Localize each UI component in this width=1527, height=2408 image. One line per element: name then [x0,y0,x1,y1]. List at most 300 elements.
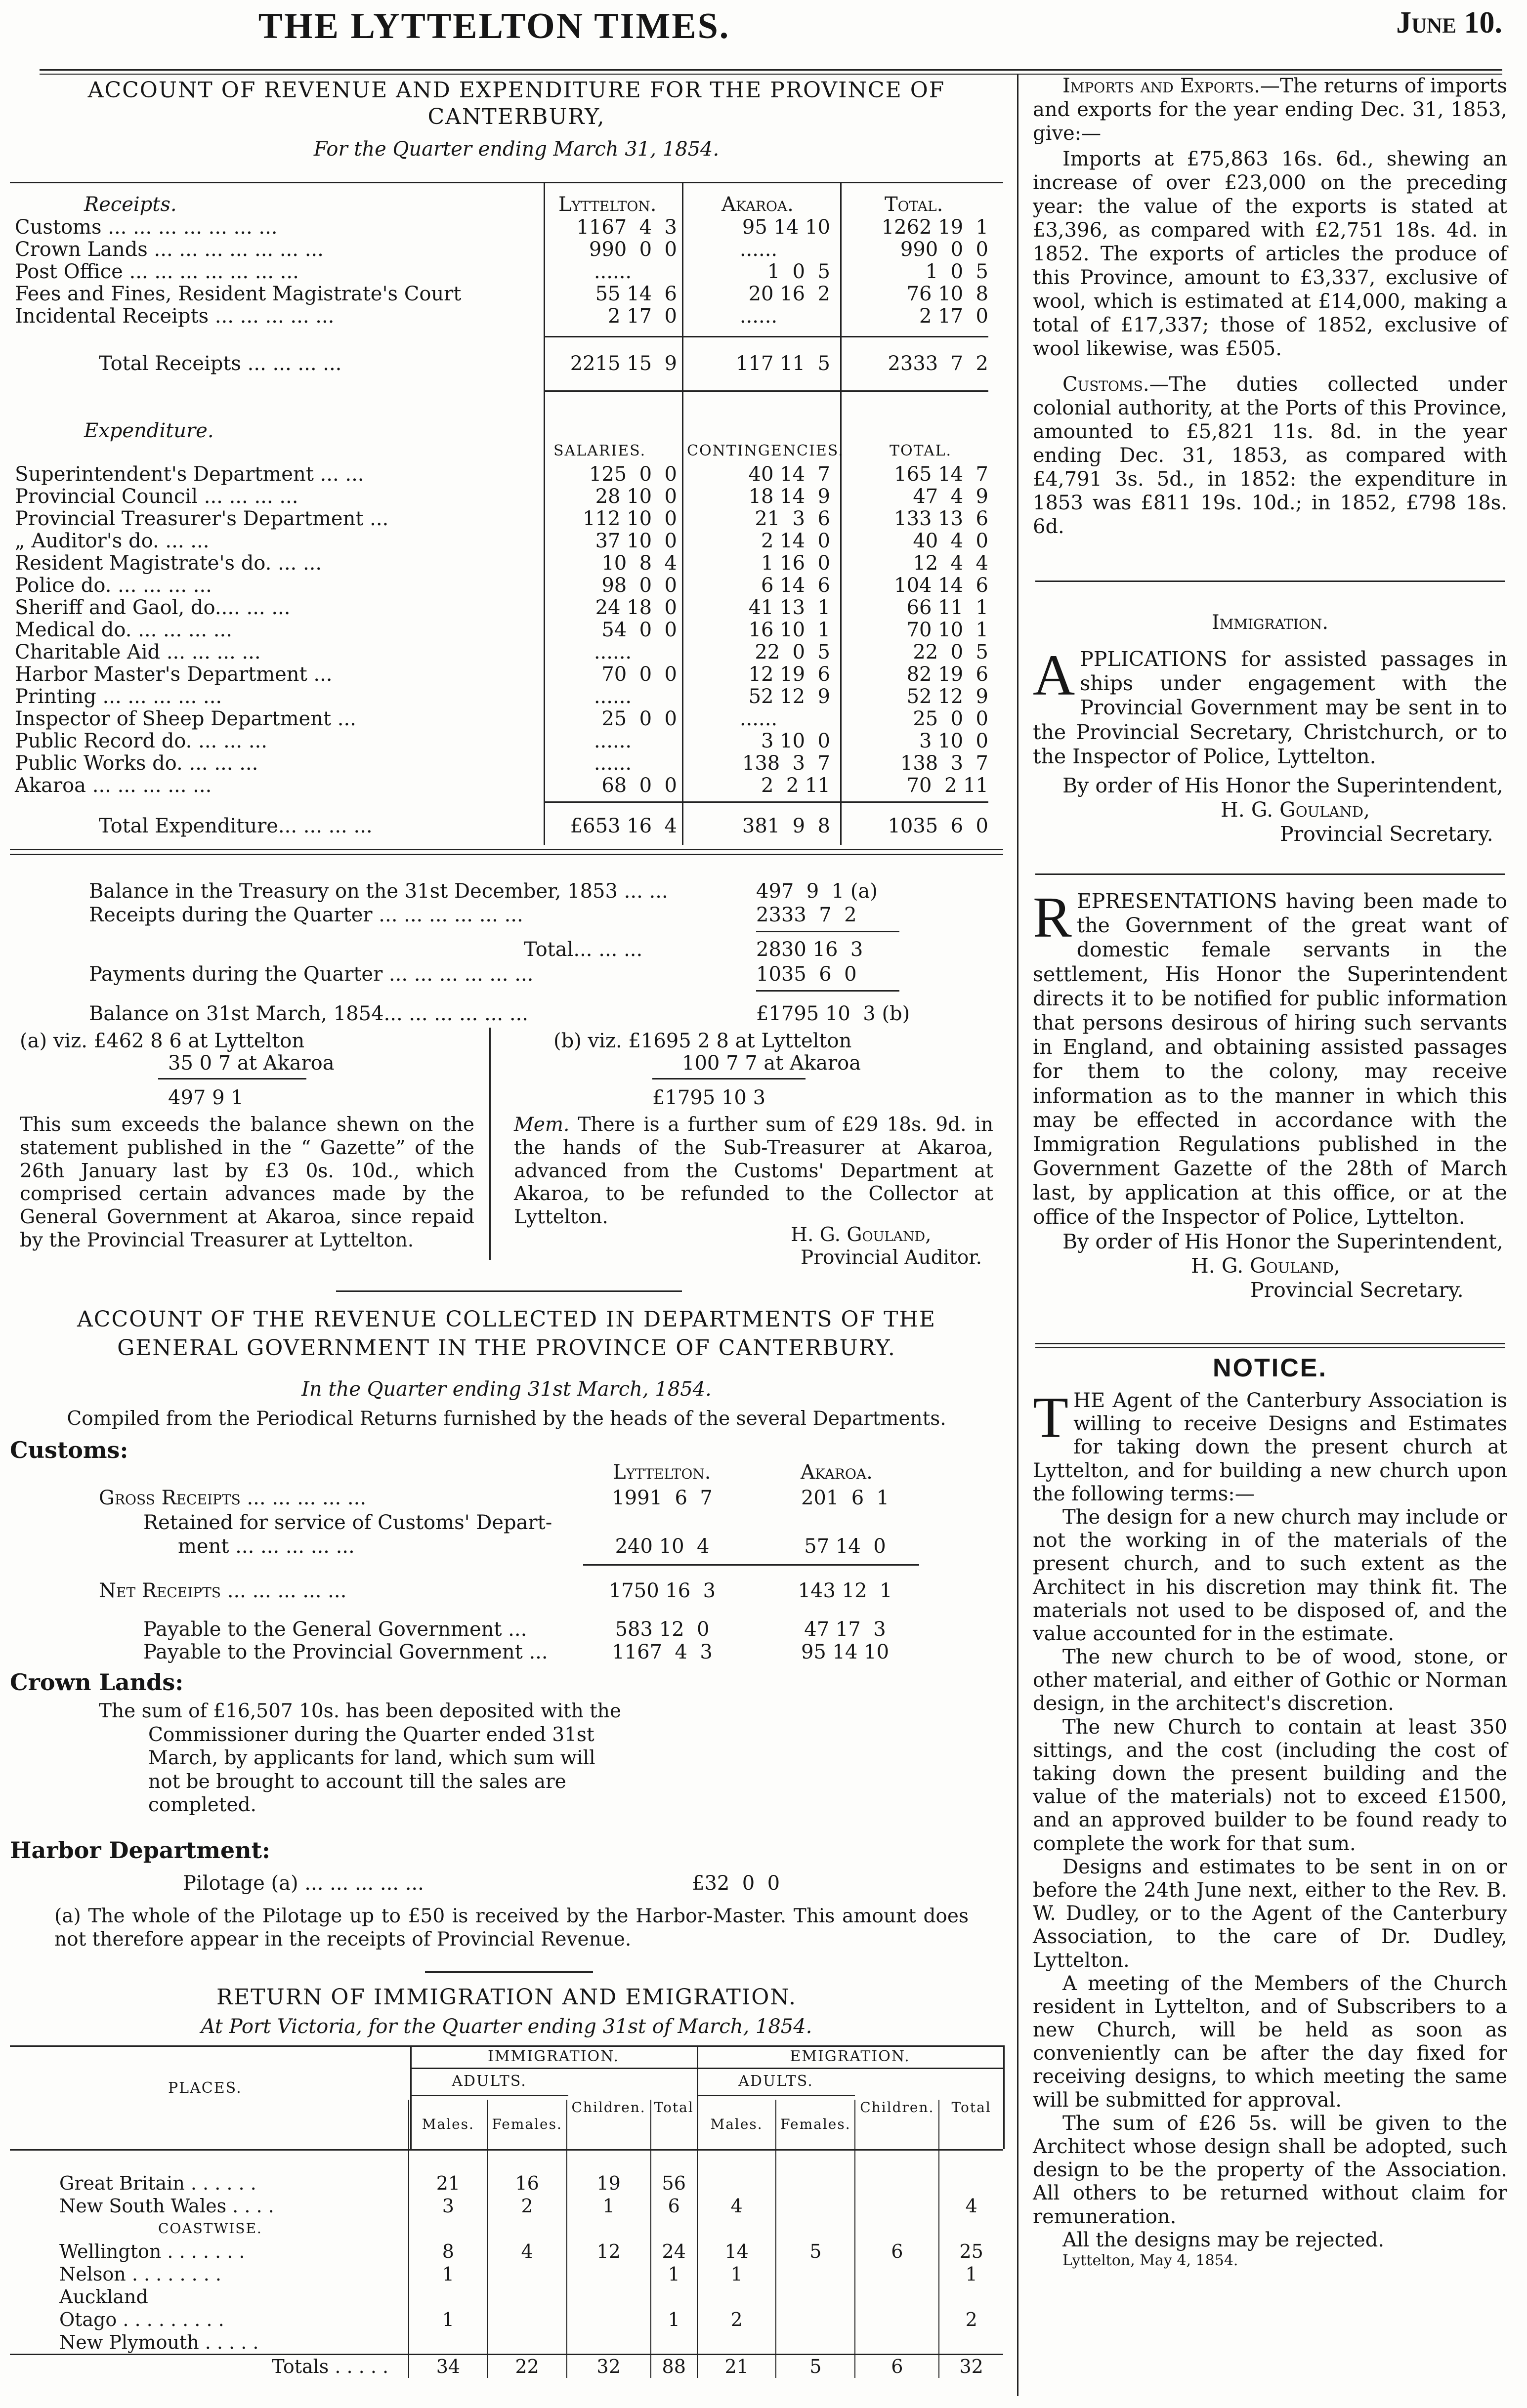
sum-rule [652,1078,806,1079]
exp-total: 66 11 1 [906,596,988,619]
receipt-akaroa: ...... [739,238,778,261]
exp-label: Public Works do. ... ... ... [15,752,258,775]
notice-p1: HE Agent of the Canterbury Association is willing to receive Designs and Estimates for taking down the present church at Lyttelton, and for building a new church upon the following terms:— [1033,1389,1507,1505]
imports-heading: Imports and Exports. [1062,75,1260,97]
newspaper-title: THE LYTTELTON TIMES. [258,6,730,46]
cell [488,2285,567,2308]
table-vrule [682,183,683,845]
cell [697,2285,776,2308]
exp-salaries: ...... [594,730,632,752]
cell: 24 [651,2240,697,2263]
h-males-im: Males. [409,2100,488,2149]
receipt-akaroa: ...... [739,305,778,328]
col-contingencies: CONTINGENCIES. [687,442,844,459]
retained-lyttelton: 240 10 4 [615,1535,710,1558]
cell: 56 [651,2172,697,2195]
sum-rule [756,931,899,932]
cell [488,2263,567,2285]
note-left: This sum exceeds the balance shewn on the statement published in the “ Gazette” of the 26th January last by £3 0s. 10d., which comprised certain advances made by the General Government at Akaroa, since repaid by the Provincial Treasurer at Lyttelton. [20,1114,474,1251]
table-vrule [1003,2045,1005,2149]
gen-col-lyttelton: Lyttelton. [613,1461,711,1484]
representations-signatory: H. G. Gouland, [1191,1253,1341,1278]
pilotage-value: £32 0 0 [692,1872,780,1895]
balance-value: 2830 16 3 [756,938,863,961]
exp-contingencies: 1 16 0 [761,552,830,575]
retained-label-2: ment ... ... ... ... ... [178,1535,355,1558]
receipt-label: Customs ... ... ... ... ... ... ... [15,216,278,239]
sum-rule [583,1564,919,1566]
cell [776,2331,855,2355]
exp-label: Charitable Aid ... ... ... ... [15,641,261,664]
exp-contingencies: 21 3 6 [755,507,830,530]
cell: 2 [939,2308,1003,2331]
cell: 6 [855,2240,939,2263]
immigration-table [10,2100,1003,2378]
exp-total: 3 10 0 [919,730,988,752]
immigration-signatory: H. G. Gouland, [1221,798,1370,822]
article-rule [1035,873,1505,875]
table-header-row [10,2100,1003,2149]
representations-text: EPRESENTATIONS having been made to the Government of the great want of domestic female servants in the settlement, His Honor the Superintendent directs it to be notified for public information that persons desirous of hiring such servants in England, and obtaining assisted passages for them to the colony, may receive information as to the manner in which this may be effected in accordance with the Immigration Regulations published in the Government Gazette of the 28th of March last, by application at this office, or at the office of the Inspector of Police, Lyttelton. [1033,889,1507,1229]
payable-provincial-lyttelton: 1167 4 3 [612,1641,713,1663]
receipt-akaroa: 1 0 5 [767,260,830,283]
cell: 4 [697,2195,776,2217]
exp-contingencies: 40 14 7 [748,463,830,486]
section-rule [425,1971,593,1973]
total-expenditure-label: Total Expenditure... ... ... ... [99,815,373,837]
exp-total: 82 19 6 [906,663,988,686]
article-rule [1035,1343,1505,1348]
exp-total: 133 13 6 [894,507,988,530]
exp-salaries: ...... [594,641,632,664]
h-total-em: Total [939,2100,1003,2149]
immigration-notice [1033,643,1507,847]
table-row [10,2285,1003,2308]
payable-general-label: Payable to the General Government ... [143,1618,527,1641]
exp-salaries: 98 0 0 [601,574,677,597]
cell [567,2285,651,2308]
payable-general-lyttelton: 583 12 0 [615,1618,710,1641]
viz-a-total: 497 9 1 [168,1086,244,1109]
cell [855,2331,939,2355]
note-right [514,1114,993,1229]
viz-b-line-2: 100 7 7 at Akaroa [682,1052,861,1075]
cell: 19 [567,2172,651,2195]
exp-label: Provincial Council ... ... ... ... [15,485,298,508]
total-exp-salaries: £653 16 4 [570,815,677,837]
col-lyttelton: Lyttelton. [558,193,657,216]
revenue-subtitle: For the Quarter ending March 31, 1854. [313,138,720,161]
cell [567,2263,651,2285]
general-subtitle: In the Quarter ending 31st March, 1854. [301,1378,712,1401]
table-row [10,2240,1003,2263]
subtotal-rule [544,336,988,337]
cell [855,2308,939,2331]
representations-order: By order of His Honor the Superintendent, [1062,1229,1503,1253]
receipt-label: Incidental Receipts ... ... ... ... ... [15,305,335,328]
exp-contingencies: ...... [739,707,778,730]
exp-contingencies: 22 0 5 [755,641,830,664]
receipt-label: Fees and Fines, Resident Magistrate's Court [15,283,462,305]
exp-total: 138 3 7 [900,752,988,775]
exp-salaries: 10 8 4 [601,552,677,575]
auditor-name: H. G. Gouland, [791,1224,932,1246]
exp-total: 12 4 4 [913,552,988,575]
receipt-lyttelton: ...... [594,260,632,283]
representations-notice [1033,885,1507,1302]
h-immigration: IMMIGRATION. [487,2048,620,2065]
column-divider [1017,74,1018,2396]
h-children-im: Children. [567,2100,651,2149]
subtotal-rule [544,801,988,803]
cell [939,2331,1003,2355]
gross-lyttelton: 1991 6 7 [612,1487,713,1509]
receipt-total: 2 17 0 [919,305,988,328]
cell: 14 [697,2240,776,2263]
h-males-em: Males. [697,2100,776,2149]
balance-label: Balance on 31st March, 1854... ... ... ... ... ... [89,1002,528,1025]
mem-label: Mem. [514,1114,570,1136]
cell [651,2285,697,2308]
revenue-title-1: ACCOUNT OF REVENUE AND EXPENDITURE FOR THE PROVINCE OF [87,78,945,103]
cell: 2 [697,2308,776,2331]
immigration-notice-heading: Immigration. [1211,611,1329,634]
general-title-1: ACCOUNT OF THE REVENUE COLLECTED IN DEPARTMENTS OF THE [77,1307,936,1332]
pilotage-note: (a) The whole of the Pilotage up to £50 is received by the Harbor-Master. This amount does not therefore appear in the receipts of Provincial Revenue. [54,1905,969,1951]
receipt-total: 76 10 8 [906,283,988,305]
cell [567,2331,651,2355]
place: Auckland [59,2285,148,2308]
cell [409,2285,488,2308]
imports-exports-article [1033,74,1507,539]
place: Great Britain . . . . . . [59,2172,256,2194]
immigration-order: By order of His Honor the Superintendent, [1062,773,1503,797]
h-places: PLACES. [168,2079,242,2097]
total-cell: 6 [855,2355,939,2378]
cell: 1 [567,2195,651,2217]
header-rule [410,2068,1003,2069]
cell: 1 [409,2308,488,2331]
h-emigration: EMIGRATION. [790,2048,910,2065]
net-lyttelton: 1750 16 3 [608,1579,716,1602]
col-akaroa: Akaroa. [721,193,794,216]
net-akaroa: 143 12 1 [798,1579,892,1602]
exp-label: Resident Magistrate's do. ... ... [15,552,322,575]
harbor-heading: Harbor Department: [10,1837,270,1864]
h-total-im: Total [651,2100,697,2149]
cell [776,2195,855,2217]
church-notice [1033,1385,1507,2269]
exp-total: 70 2 11 [906,774,988,797]
crown-lands-text: The sum of £16,507 10s. has been deposited with the Commissioner during the Quarter ended 31st March, by applicants for land, which sum will not be brought to account till the sales are completed. [99,1700,621,1817]
table-bottom-rule [10,854,1003,855]
section-rule [336,1290,682,1292]
total-cell: 32 [939,2355,1003,2378]
payable-general-akaroa: 47 17 3 [804,1618,886,1641]
exp-salaries: 112 10 0 [583,507,677,530]
h-adults-im: ADULTS. [452,2073,527,2090]
return-subtitle: At Port Victoria, for the Quarter ending 31st of March, 1854. [201,2015,812,2038]
representations-signatory-title: Provincial Secretary. [1250,1278,1464,1302]
return-title: RETURN OF IMMIGRATION AND EMIGRATION. [216,1985,797,2010]
imports-p1: —The returns of imports and exports for the year ending Dec. 31, 1853, give:— [1033,75,1507,145]
cell [776,2263,855,2285]
receipt-lyttelton: 2 17 0 [608,305,677,328]
crown-lands-heading: Crown Lands: [10,1669,184,1696]
cell [939,2285,1003,2308]
totals-label: Totals . . . . . [272,2355,389,2377]
total-cell: 22 [488,2355,567,2378]
cell: 4 [488,2240,567,2263]
viz-b-total: £1795 10 3 [652,1086,766,1109]
dropcap-r: R [1033,885,1072,950]
header-rule [410,2095,568,2096]
notice-p5: Designs and estimates to be sent in on or before the 24th June next, either to the Rev. B. W. Dudley, or to the Agent of the Canterbury Association, to the care of Dr. Dudley, Lyttelton. [1033,1855,1507,1972]
exp-salaries: 37 10 0 [595,530,677,552]
exp-contingencies: 6 14 6 [761,574,830,597]
exp-salaries: 125 0 0 [589,463,677,486]
cell: 5 [776,2240,855,2263]
receipt-akaroa: 95 14 10 [742,216,830,239]
cell [855,2263,939,2285]
imports-p2: Imports at £75,863 16s. 6d., shewing an increase of over £23,000 on the preceding year: the value of the exports is stated at £3,396, as compared with £2,751 18s. 4d. in 1852. The exports of articles the produce of this Province, amount to £3,337, exclusive of wool, which is estimated at £14,000, making a total of £17,337; those of 1852, exclusive of wool likewise, was £505. [1033,148,1507,360]
gen-col-akaroa: Akaroa. [801,1461,873,1484]
notice-p8: All the designs may be rejected. [1062,2228,1385,2251]
gross-akaroa: 201 6 1 [801,1487,890,1509]
revenue-title-2: CANTERBURY, [427,104,605,129]
cell [855,2285,939,2308]
notice-p4: The new Church to contain at least 350 sittings, and the cost (including the cost of taking down the present building and the value of the materials) not to exceed £1500, and an approved builder to be found ready to complete the work for that sum. [1033,1715,1507,1855]
total-receipts-lyttelton: 2215 15 9 [570,352,677,375]
cell [776,2172,855,2195]
pilotage-label: Pilotage (a) ... ... ... ... ... [183,1872,424,1895]
exp-total: 52 12 9 [906,685,988,708]
general-compiled: Compiled from the Periodical Returns furnished by the heads of the several Departments. [67,1408,946,1430]
exp-label: Police do. ... ... ... ... [15,574,212,597]
balance-label: Payments during the Quarter ... ... ... ... ... ... [89,963,534,986]
exp-salaries: 28 10 0 [595,485,677,508]
h-children-em: Children. [855,2100,939,2149]
table-vrule [544,183,545,845]
expenditure-heading: Expenditure. [84,419,214,442]
cell [651,2331,697,2355]
subtotal-rule [544,390,988,392]
balance-value: 1035 6 0 [756,963,857,986]
table-row [10,2195,1003,2217]
cell [488,2308,567,2331]
receipt-akaroa: 20 16 2 [748,283,830,305]
exp-contingencies: 12 19 6 [748,663,830,686]
exp-total: 22 0 5 [913,641,988,664]
place: Nelson . . . . . . . . [59,2263,222,2285]
place: New South Wales . . . . [59,2195,274,2217]
revenue-table-top-rule [10,182,1003,183]
exp-contingencies: 138 3 7 [742,752,830,775]
exp-contingencies: 3 10 0 [761,730,830,752]
total-cell: 32 [567,2355,651,2378]
cell: 6 [651,2195,697,2217]
exp-salaries: ...... [594,685,632,708]
total-cell: 88 [651,2355,697,2378]
notice-p3: The new church to be of wood, stone, or other material, and either of Gothic or Norman design, in the architect's discretion. [1033,1646,1507,1715]
cell [776,2285,855,2308]
total-exp-total: 1035 6 0 [888,815,988,837]
receipt-total: 1 0 5 [925,260,988,283]
cell [567,2308,651,2331]
payable-provincial-akaroa: 95 14 10 [801,1641,890,1663]
retained-akaroa: 57 14 0 [804,1535,886,1558]
dropcap-a: A [1033,643,1075,707]
table-row [10,2331,1003,2355]
exp-total: 40 4 0 [913,530,988,552]
receipt-label: Post Office ... ... ... ... ... ... ... [15,260,299,283]
receipt-total: 990 0 0 [900,238,988,261]
cell: 21 [409,2172,488,2195]
exp-contingencies: 18 14 9 [748,485,830,508]
balance-value: 2333 7 2 [756,904,857,926]
exp-total: 165 14 7 [894,463,988,486]
viz-a-line-1: (a) viz. £462 8 6 at Lyttelton [20,1030,305,1052]
cell [697,2172,776,2195]
retained-label-1: Retained for service of Customs' Depart- [143,1511,552,1534]
exp-salaries: 54 0 0 [601,619,677,641]
place: Otago . . . . . . . . . [59,2308,224,2330]
exp-salaries: ...... [594,752,632,775]
balance-value: £1795 10 3 (b) [756,1002,910,1025]
viz-b-line-1: (b) viz. £1695 2 8 at Lyttelton [553,1030,852,1052]
exp-salaries: 70 0 0 [601,663,677,686]
receipt-lyttelton: 990 0 0 [589,238,677,261]
customs-heading: Customs: [10,1437,128,1463]
auditor-title: Provincial Auditor. [801,1246,982,1269]
notice-p6: A meeting of the Members of the Church resident in Lyttelton, and of Subscribers to a new Church, will be held as soon as conveniently can be after the day fixed for receiving designs, to which meeting the same will be submitted for approval. [1033,1972,1507,2112]
exp-label: Harbor Master's Department ... [15,663,333,686]
exp-label: Medical do. ... ... ... ... [15,619,232,641]
exp-total: 47 4 9 [913,485,988,508]
exp-label: Provincial Treasurer's Department ... [15,507,389,530]
table-row [10,2308,1003,2331]
mem-text: There is a further sum of £29 18s. 9d. in the hands of the Sub-Treasurer at Akaroa, advanced from the Customs' Department at Akaroa, to be refunded to the Collector at Lyttelton. [514,1114,993,1229]
customs-duties-text: —The duties collected under colonial authority, at the Ports of this Province, amounted to £5,821 11s. 8d. in the year ending Dec. 31, 1853, as compared with £4,791 3s. 5d., in 1852: the expenditure in 1853 was £811 19s. 10d.; in 1852, £798 18s. 6d. [1033,373,1507,538]
cell: 1 [651,2308,697,2331]
cell: 1 [409,2263,488,2285]
h-adults-em: ADULTS. [738,2073,813,2090]
total-receipts-total: 2333 7 2 [888,352,988,375]
table-row [10,2263,1003,2285]
exp-contingencies: 16 10 1 [748,619,830,641]
place: Wellington . . . . . . . [59,2240,245,2262]
receipts-heading: Receipts. [84,193,177,216]
table-vrule [840,183,842,845]
total-cell: 21 [697,2355,776,2378]
h-females-em: Females. [776,2100,855,2149]
notice-p7: The sum of £26 5s. will be given to the Architect whose design shall be adopted, such design to be the property of the Association. All others to be returned without claim for remuneration. [1033,2112,1507,2228]
coastwise-label: COASTWISE. [158,2220,262,2237]
exp-label: Superintendent's Department ... ... [15,463,364,486]
total-receipts-label: Total Receipts ... ... ... ... [99,352,342,375]
sum-rule [158,1078,306,1079]
exp-salaries: 68 0 0 [601,774,677,797]
cell: 3 [409,2195,488,2217]
return-top-rule [10,2045,1003,2047]
immigration-signatory-title: Provincial Secretary. [1280,822,1493,846]
exp-contingencies: 52 12 9 [748,685,830,708]
dropcap-t: T [1033,1385,1069,1450]
sum-rule [756,990,899,992]
cell: 1 [939,2263,1003,2285]
receipt-label: Crown Lands ... ... ... ... ... ... ... [15,238,324,261]
cell [776,2308,855,2331]
coastwise-row [10,2217,1003,2240]
cell [855,2172,939,2195]
total-cell: 5 [776,2355,855,2378]
gross-label: Gross Receipts ... ... ... ... ... [99,1487,367,1509]
exp-contingencies: 2 14 0 [761,530,830,552]
customs-duties-heading: Customs. [1062,373,1149,396]
total-exp-contingencies: 381 9 8 [742,815,830,837]
cell [409,2331,488,2355]
place: New Plymouth . . . . . [59,2331,259,2353]
cell [697,2331,776,2355]
notice-heading: NOTICE. [1213,1354,1327,1382]
table-row [10,2172,1003,2195]
exp-total: 25 0 0 [913,707,988,730]
exp-label: Public Record do. ... ... ... [15,730,267,752]
cell [488,2331,567,2355]
h-females-im: Females. [488,2100,567,2149]
col-total: Total. [885,193,943,216]
notes-divider [489,1028,491,1260]
issue-date: June 10. [1396,6,1502,40]
cell: 4 [939,2195,1003,2217]
balance-label: Balance in the Treasury on the 31st December, 1853 ... ... [89,880,668,903]
cell: 12 [567,2240,651,2263]
cell: 8 [409,2240,488,2263]
cell [855,2195,939,2217]
cell: 16 [488,2172,567,2195]
exp-salaries: 25 0 0 [601,707,677,730]
notice-p2: The design for a new church may include or not the working in of the materials of the present church, and to such extent as the Architect in his discretion may think fit. The materials not used to be disposed of, and the value accounted for in the estimate. [1033,1505,1507,1645]
exp-label: Inspector of Sheep Department ... [15,707,356,730]
exp-label: Sheriff and Gaol, do.... ... ... [15,596,291,619]
table-bottom-rule [10,849,1003,850]
balance-value: 497 9 1 (a) [756,880,878,903]
cell: 1 [651,2263,697,2285]
payable-provincial-label: Payable to the Provincial Government ... [143,1641,548,1663]
exp-label: „ Auditor's do. ... ... [15,530,210,552]
col-salaries: SALARIES. [553,442,646,459]
balance-label: Receipts during the Quarter ... ... ... ... ... ... [89,904,523,926]
article-rule [1035,581,1505,582]
receipt-lyttelton: 55 14 6 [595,283,677,305]
exp-label: Printing ... ... ... ... ... [15,685,222,708]
receipt-lyttelton: 1167 4 3 [576,216,677,239]
receipt-total: 1262 19 1 [881,216,988,239]
cell [939,2172,1003,2195]
exp-contingencies: 2 2 11 [761,774,830,797]
totals-row [10,2355,1003,2378]
balance-label: Total... ... ... [524,938,643,961]
cell: 25 [939,2240,1003,2263]
total-cell: 34 [409,2355,488,2378]
header-rule [697,2095,855,2096]
viz-a-line-2: 35 0 7 at Akaroa [168,1052,335,1075]
exp-salaries: 24 18 0 [595,596,677,619]
cell: 2 [488,2195,567,2217]
general-title-2: GENERAL GOVERNMENT IN THE PROVINCE OF CANTERBURY. [117,1335,896,1361]
total-receipts-akaroa: 117 11 5 [736,352,830,375]
cell: 1 [697,2263,776,2285]
